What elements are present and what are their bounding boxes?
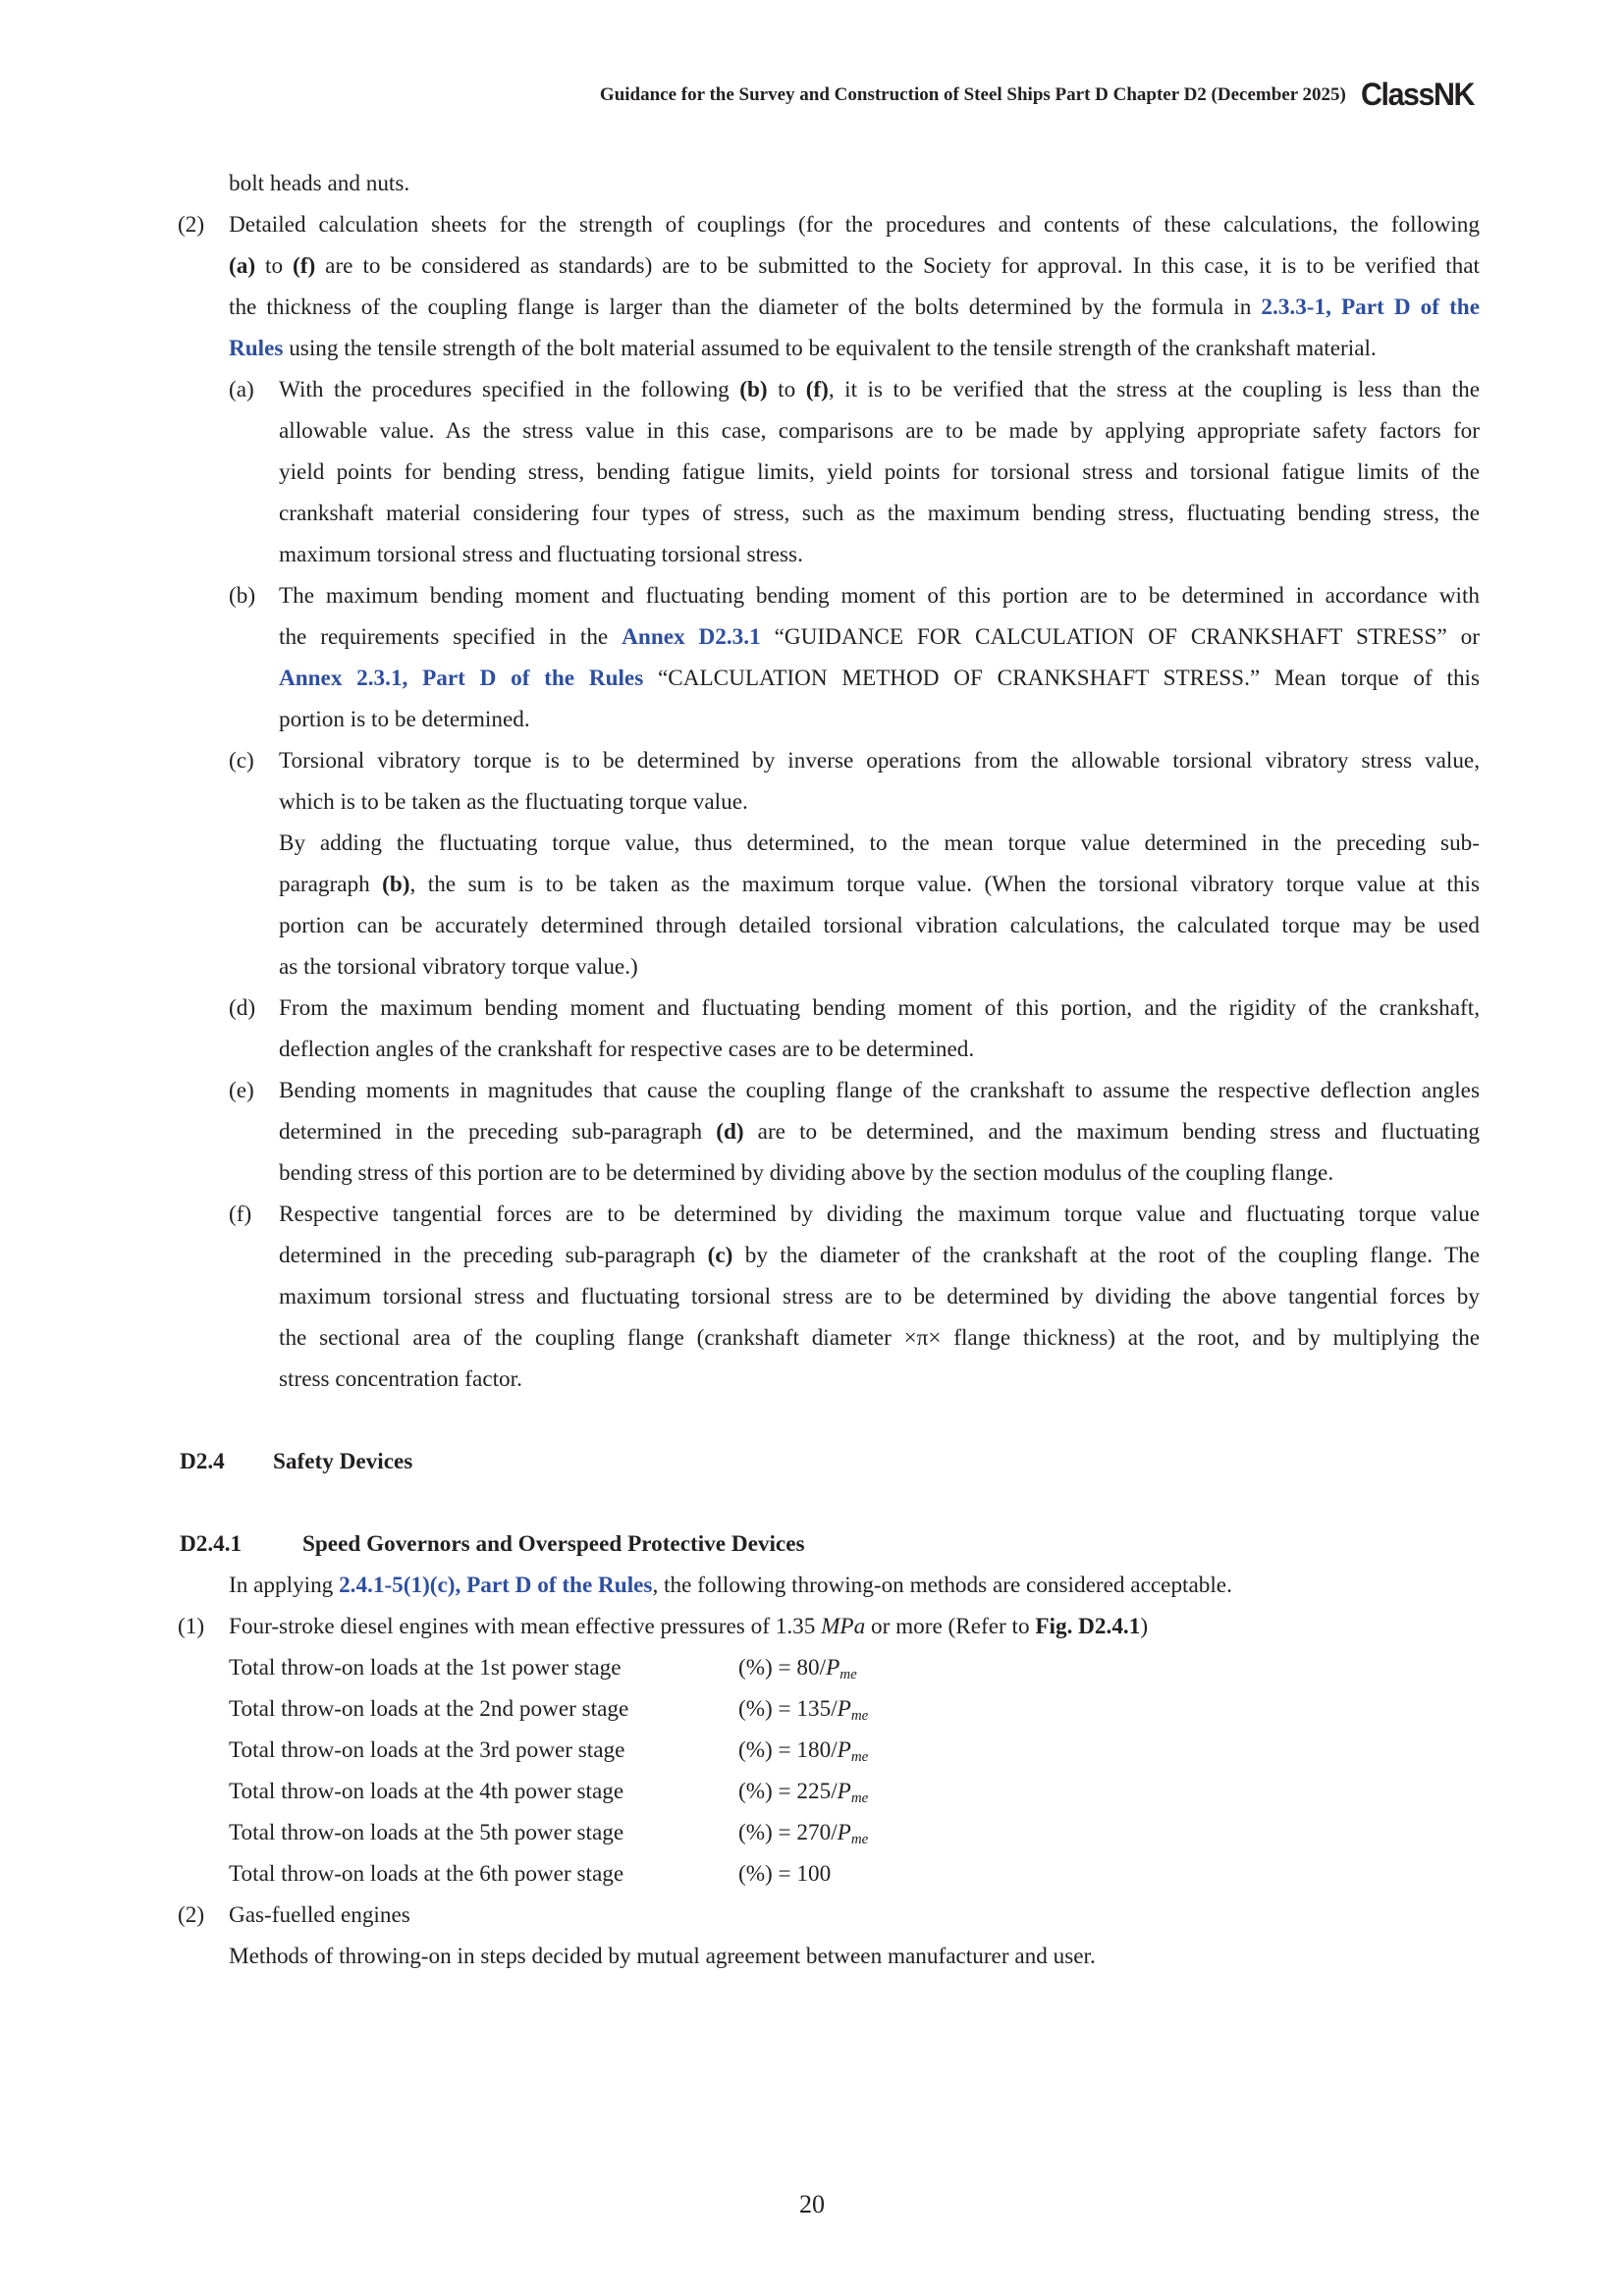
rules-link[interactable]: Rules <box>229 336 284 361</box>
text-line: portion is to be determined. <box>279 707 530 732</box>
item-label: (c) <box>229 748 254 774</box>
text-line: In applying 2.4.1-5(1)(c), Part D of the Rules, the following throwing-on methods are considered acceptable. <box>229 1573 1232 1598</box>
text-line: as the torsional vibratory torque value.) <box>279 954 638 980</box>
text-line: deflection angles of the crankshaft for respective cases are to be determined. <box>279 1037 975 1062</box>
load-value: (%) = $135/P_{me}$ <box>738 1696 869 1724</box>
text-line: Four-stroke diesel engines with mean effective pressures of 1.35 MPa or more (Refer to Fig. D2.4.1) <box>229 1614 1149 1639</box>
load-value: (%) = $225/P_{me}$ <box>738 1779 869 1806</box>
item-label: (d) <box>229 995 256 1021</box>
figure-reference: Fig. D2.4.1 <box>1035 1614 1141 1639</box>
text-line: portion can be accurately determined through detailed torsional vibration calculations, the calculated torque may be used <box>279 913 1480 938</box>
item-label: (e) <box>229 1078 254 1103</box>
item-label: (f) <box>229 1201 252 1227</box>
text-line: paragraph (b), the sum is to be taken as the maximum torque value. (When the torsional vibratory torque value at this <box>279 872 1480 897</box>
header-title: Guidance for the Survey and Construction of Steel Ships Part D Chapter D2 (December 2025) <box>599 83 1346 105</box>
subsection-number: D2.4.1 <box>180 1531 243 1557</box>
text-line: By adding the fluctuating torque value, thus determined, to the mean torque value determined in the preceding sub- <box>279 830 1480 856</box>
text-line: Detailed calculation sheets for the strength of couplings (for the procedures and contents of these calculations, the following <box>229 212 1480 238</box>
section-title: Safety Devices <box>273 1449 413 1474</box>
item-label: (2) <box>178 1902 205 1928</box>
item-label: (2) <box>178 212 205 238</box>
item-label: (1) <box>178 1614 205 1639</box>
page-header <box>600 77 1477 113</box>
text-line: bending stress of this portion are to be determined by dividing above by the section modulus of the coupling flange. <box>279 1160 1334 1186</box>
rules-link[interactable]: 2.4.1-5(1)(c), Part D of the Rules <box>339 1573 653 1598</box>
load-label: Total throw-on loads at the 6th power stage <box>229 1861 624 1887</box>
load-value: (%) = $80/P_{me}$ <box>738 1655 857 1682</box>
page-number: 20 <box>799 2190 825 2218</box>
text-line: the thickness of the coupling flange is larger than the diameter of the bolts determined by the formula in 2.3.3-1, Part D of the <box>229 294 1480 320</box>
text-line: Respective tangential forces are to be determined by dividing the maximum torque value and fluctuating torque value <box>279 1201 1480 1227</box>
rules-link[interactable]: 2.3.3-1, Part D of the <box>1261 294 1480 320</box>
text-line: which is to be taken as the fluctuating torque value. <box>279 789 748 815</box>
load-label: Total throw-on loads at the 1st power stage <box>229 1655 622 1681</box>
text-line: maximum torsional stress and fluctuating torsional stress are to be determined by dividing the above tangential forces by <box>279 1284 1480 1309</box>
load-label: Total throw-on loads at the 3rd power stage <box>229 1737 625 1763</box>
text-line: Gas-fuelled engines <box>229 1902 410 1928</box>
text-line: Annex 2.3.1, Part D of the Rules “CALCULATION METHOD OF CRANKSHAFT STRESS.” Mean torque of this <box>279 666 1481 691</box>
load-value: (%) = $270/P_{me}$ <box>738 1820 869 1847</box>
text-line: crankshaft material considering four types of stress, such as the maximum bending stress, fluctuating bending stress, the <box>279 501 1480 526</box>
text-line: bolt heads and nuts. <box>229 171 410 196</box>
text-line: maximum torsional stress and fluctuating torsional stress. <box>279 542 803 567</box>
text-line: stress concentration factor. <box>279 1366 522 1392</box>
section-number: D2.4 <box>180 1449 225 1474</box>
classnk-logo: ClassNK <box>1360 77 1474 112</box>
item-label: (a) <box>229 377 254 402</box>
load-value: (%) = $180/P_{me}$ <box>738 1737 869 1765</box>
load-label: Total throw-on loads at the 2nd power stage <box>229 1696 629 1722</box>
text-line: Bending moments in magnitudes that cause the coupling flange of the crankshaft to assume the respective deflection angles <box>279 1078 1480 1103</box>
text-line: determined in the preceding sub-paragraph (d) are to be determined, and the maximum bending stress and fluctuating <box>279 1119 1480 1145</box>
text-line: the sectional area of the coupling flange (crankshaft diameter ×π× flange thickness) at the root, and by multiplying the <box>279 1325 1480 1351</box>
text-line: From the maximum bending moment and fluctuating bending moment of this portion, and the rigidity of the crankshaft, <box>279 995 1480 1021</box>
load-label: Total throw-on loads at the 4th power stage <box>229 1779 624 1804</box>
annex-link[interactable]: Annex 2.3.1, Part D of the Rules <box>279 666 644 691</box>
text-line: determined in the preceding sub-paragraph (c) by the diameter of the crankshaft at the root of the coupling flange. The <box>279 1243 1481 1268</box>
text-line: Rules using the tensile strength of the bolt material assumed to be equivalent to the tensile strength of the crankshaft material. <box>229 336 1377 361</box>
load-value: (%) = 100 <box>738 1861 832 1887</box>
item-label: (b) <box>229 583 256 609</box>
subsection-title: Speed Governors and Overspeed Protective Devices <box>302 1531 805 1557</box>
text-line: Methods of throwing-on in steps decided by mutual agreement between manufacturer and user. <box>229 1944 1096 1969</box>
text-line: allowable value. As the stress value in this case, comparisons are to be made by applying appropriate safety factors for <box>279 418 1480 444</box>
text-line: The maximum bending moment and fluctuating bending moment of this portion are to be determined in accordance with <box>279 583 1480 609</box>
load-label: Total throw-on loads at the 5th power stage <box>229 1820 624 1845</box>
text-line: With the procedures specified in the following (b) to (f), it is to be verified that the stress at the coupling is less than the <box>279 377 1480 402</box>
text-line: (a) to (f) are to be considered as standards) are to be submitted to the Society for approval. In this case, it is to be verified that <box>229 253 1480 279</box>
annex-link[interactable]: Annex D2.3.1 <box>622 624 761 650</box>
text-line: the requirements specified in the Annex D2.3.1 “GUIDANCE FOR CALCULATION OF CRANKSHAFT STRESS” or <box>279 624 1481 650</box>
text-line: Torsional vibratory torque is to be determined by inverse operations from the allowable torsional vibratory stress value, <box>279 748 1480 774</box>
text-line: yield points for bending stress, bending fatigue limits, yield points for torsional stress and torsional fatigue limits of the <box>279 459 1480 485</box>
